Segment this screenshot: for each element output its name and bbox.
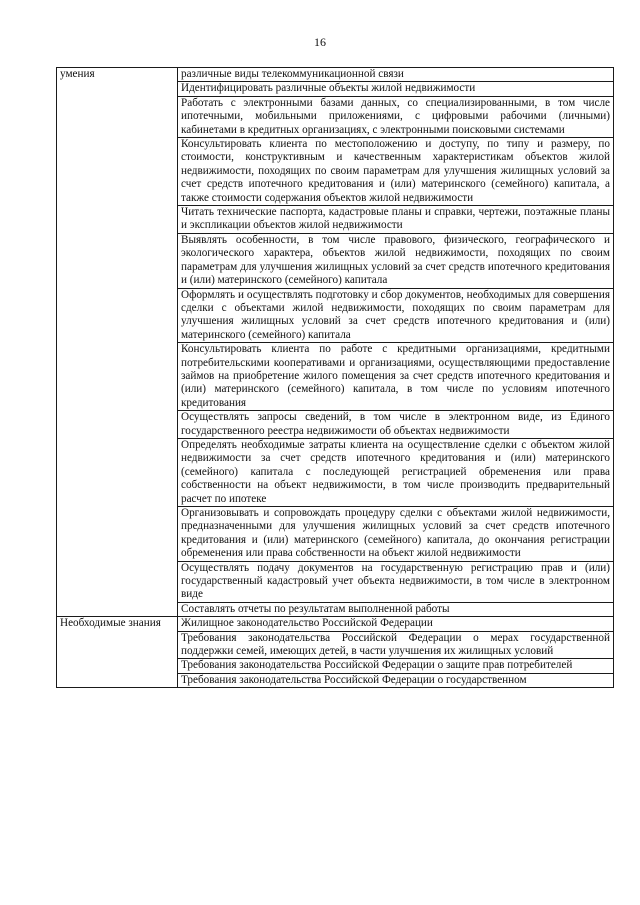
requirement-text: Требования законодательства Российской Федерации о государственном bbox=[178, 673, 614, 687]
page-number: 16 bbox=[314, 35, 326, 49]
requirement-text: Идентифицировать различные объекты жилой недвижимости bbox=[178, 82, 614, 96]
requirement-text: Определять необходимые затраты клиента на осуществление сделки с объектом жилой недвижимости за счет средств ипотечного кредитования и (или) материнского (семейного) капитала с последующей регистрацией обременения или права собственности на объект недвижимости, в том числе производить предварительный расчет по ипотеке bbox=[178, 438, 614, 506]
requirement-text: Работать с электронными базами данных, со специализированными, в том числе ипотечными, мобильными приложениями, с цифровыми рабочими (личными) кабинетами в кредитных организациях, с электронными поисковыми системами bbox=[178, 96, 614, 137]
requirement-text: Осуществлять запросы сведений, в том числе в электронном виде, из Единого государственного реестра недвижимости об объектах недвижимости bbox=[178, 411, 614, 439]
requirement-text: Выявлять особенности, в том числе правового, физического, географического и экологического характера, объектов жилой недвижимости, походящих по своим параметрам для улучшения жилищных условий за счет средств ипотечного кредитования и (или) материнского (семейного) капитала bbox=[178, 233, 614, 288]
requirements-table bbox=[56, 67, 614, 688]
section-label: Необходимые знания bbox=[57, 617, 178, 688]
requirement-text: Оформлять и осуществлять подготовку и сбор документов, необходимых для совершения сделки с объектами жилой недвижимости, походящих по своим параметрам для улучшения жилищных условий за счет средств ипотечного кредитования и (или) материнского (семейного) капитала bbox=[178, 288, 614, 343]
requirement-text: Жилищное законодательство Российской Федерации bbox=[178, 617, 614, 631]
requirement-text: различные виды телекоммуникационной связи bbox=[178, 68, 614, 82]
requirement-text: Требования законодательства Российской Федерации о защите прав потребителей bbox=[178, 659, 614, 673]
requirement-text: Читать технические паспорта, кадастровые планы и справки, чертежи, поэтажные планы и экспликации объектов жилой недвижимости bbox=[178, 206, 614, 234]
requirement-text: Консультировать клиента по местоположению и доступу, по типу и размеру, по стоимости, конструктивным и качественным характеристикам объектов жилой недвижимости, походящих по своим параметрам для улучшения жилищных условий за счет средств ипотечного кредитования и (или) материнского (семейного) капитала, а также стоимости содержания объектов жилой недвижимости bbox=[178, 138, 614, 206]
requirement-text: Консультировать клиента по работе с кредитными организациями, кредитными потребительскими кооперативами и организациями, осуществляющими предоставление займов на приобретение жилого помещения за счет средств ипотечного кредитования и (или) материнского (семейного) капитала, в том числе по условиям ипотечного кредитования bbox=[178, 343, 614, 411]
section-label: умения bbox=[57, 68, 178, 617]
requirement-text: Осуществлять подачу документов на государственную регистрацию прав и (или) государственный кадастровый учет объекта недвижимости, в том числе в электронном виде bbox=[178, 561, 614, 602]
requirement-text: Составлять отчеты по результатам выполненной работы bbox=[178, 602, 614, 616]
requirement-text: Требования законодательства Российской Федерации о мерах государственной поддержки семей, имеющих детей, в части улучшения их жилищных условий bbox=[178, 631, 614, 659]
table-row bbox=[57, 617, 614, 631]
table-row bbox=[57, 68, 614, 82]
requirement-text: Организовывать и сопровождать процедуру сделки с объектами жилой недвижимости, предназначенными для улучшения жилищных условий за счет средств ипотечного кредитования и (или) материнского (семейного) капитала, до окончания регистрации обременения или права собственности на объект жилой недвижимости bbox=[178, 507, 614, 562]
